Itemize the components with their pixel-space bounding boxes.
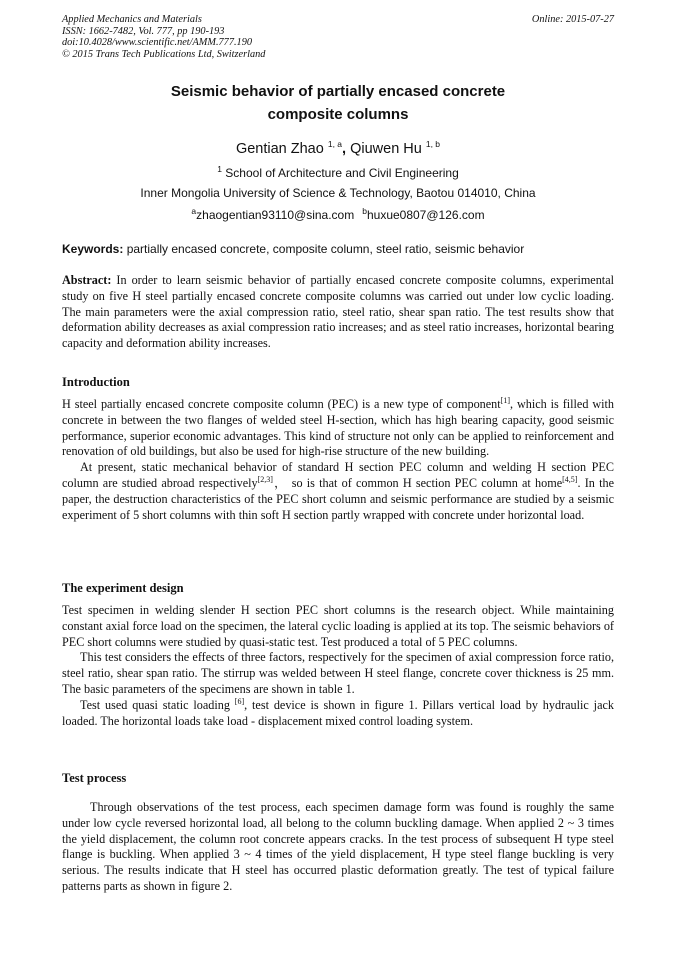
intro-p1-text-b: , which is filled with concrete in between the two flanges of welded steel H-section, which has high bearing capacity, good seismic performance, superior economic advantages. This kind of structure not only can be applied to reinforcement and renovation of old buildings, but also be used for high-rise structure of the new building.: [62, 397, 614, 459]
affiliation-line-1: [62, 164, 614, 180]
author-emails: [62, 206, 614, 222]
author-2: Qiuwen Hu: [350, 140, 422, 157]
email-b[interactable]: huxue0807@126.com: [366, 208, 485, 222]
keywords: [62, 242, 614, 256]
intro-p2-text-b: ， so is that of common H section PEC column at home: [272, 475, 563, 490]
journal-header: [62, 14, 265, 60]
test-process-paragraph-1: Through observations of the test process, each specimen damage form was found is roughly the same under low cycle reversed horizontal load, all belong to the column buckling damage. When applied 2 ~ 3 times the yield displacement, the column root concrete appears cracks. In the test process of subsequent H type steel flange is buckling. When applied 3 ~ 4 times of the yield displacement, H type steel flange buckling is very serious. The results indicate that H steel has occurred plastic deformation greatly. The test of typical failure patterns parts as shown in figure 2.: [62, 800, 614, 893]
citation-ref: [1]: [500, 396, 510, 405]
intro-p2-text-a: At present, static mechanical behavior of standard H section PEC column and welding H section PEC column are studied abroad respectively: [62, 460, 614, 490]
affiliation-line-2: Inner Mongolia University of Science & Technology, Baotou 014010, China: [140, 186, 536, 200]
email-a[interactable]: zhaogentian93110@sina.com: [196, 208, 355, 222]
abstract-label: Abstract:: [62, 273, 112, 287]
section-heading-introduction: Introduction: [62, 375, 130, 389]
author-separator: ,: [342, 140, 351, 157]
title-line-1: Seismic behavior of partially encased concrete: [170, 83, 506, 100]
online-date: Online: 2015-07-27: [531, 14, 614, 25]
keywords-text: partially encased concrete, composite column, steel ratio, seismic behavior: [123, 242, 525, 256]
experiment-paragraph-3: [62, 698, 614, 730]
author-1: Gentian Zhao: [235, 140, 324, 157]
exp-p3-text-a: Test used quasi static loading: [80, 697, 235, 712]
introduction-paragraph-2: [62, 460, 614, 523]
author-1-affiliation: 1, a: [327, 139, 343, 149]
introduction-section: [62, 397, 614, 523]
email-a-marker: a: [191, 206, 197, 216]
intro-p1-text-a: H steel partially encased concrete composite column (PEC) is a new type of component: [62, 397, 501, 411]
author-2-affiliation: 1, b: [425, 139, 441, 149]
abstract-text: In order to learn seismic behavior of partially encased concrete composite columns, experimental study on five H steel partially encased concrete composite columns was carried out under low cyclic loading. The main parameters were the axial compression ratio, steel ratio, shear span ratio. The test results show that deformation ability decreases as axial compression ratio increases; and as steel ratio increases, horizontal bearing capacity and deformation ability increases.: [62, 273, 614, 351]
experiment-section: [62, 603, 614, 729]
journal-name: Applied Mechanics and Materials: [62, 14, 202, 25]
test-process-section: [62, 800, 614, 895]
section-heading-experiment: The experiment design: [62, 581, 184, 595]
affiliation-school: School of Architecture and Civil Engineering: [221, 166, 459, 180]
journal-issn: ISSN: 1662-7482, Vol. 777, pp 190-193: [62, 25, 225, 37]
intro-p2-text-c: . In the paper, the destruction characteristics of the PEC short column and seismic performance are studied by a seismic experiment of 5 short columns with thin soft H section partly wrapped with concrete under horizontal load.: [62, 475, 614, 522]
email-b-marker: b: [362, 206, 367, 216]
citation-ref: [6]: [234, 696, 245, 706]
citation-ref: [2,3]: [257, 474, 273, 484]
journal-doi: doi:10.4028/www.scientific.net/AMM.777.190: [62, 37, 252, 48]
journal-copyright: © 2015 Trans Tech Publications Ltd, Switzerland: [62, 48, 266, 60]
introduction-paragraph-1: [62, 397, 614, 460]
citation-ref: [4,5]: [562, 474, 578, 484]
experiment-paragraph-2: This test considers the effects of three factors, respectively for the specimen of axial compression force ratio, steel ratio, shear span ratio. The stirrup was welded between H steel flange, concrete cover thickness is 25 mm. The basic parameters of the specimens are shown in table 1.: [62, 650, 614, 696]
title-line-2: composite columns: [267, 106, 409, 123]
affiliation-marker: 1: [217, 164, 222, 174]
experiment-paragraph-1: Test specimen in welding slender H section PEC short columns is the research object. While maintaining constant axial force load on the specimen, the lateral cyclic loading is applied at its top. The seismic behaviors of PEC short columns were studied by quasi-static test. Test produced a total of 5 PEC columns.: [62, 603, 614, 649]
paper-title: [62, 80, 614, 126]
keywords-label: Keywords:: [62, 242, 124, 256]
section-heading-test-process: Test process: [62, 771, 127, 785]
abstract: [62, 273, 614, 352]
author-list: [62, 139, 614, 157]
exp-p3-text-b: , test device is shown in figure 1. Pillars vertical load by hydraulic jack loaded. The horizontal loads take load - displacement mixed control loading system.: [62, 697, 614, 728]
